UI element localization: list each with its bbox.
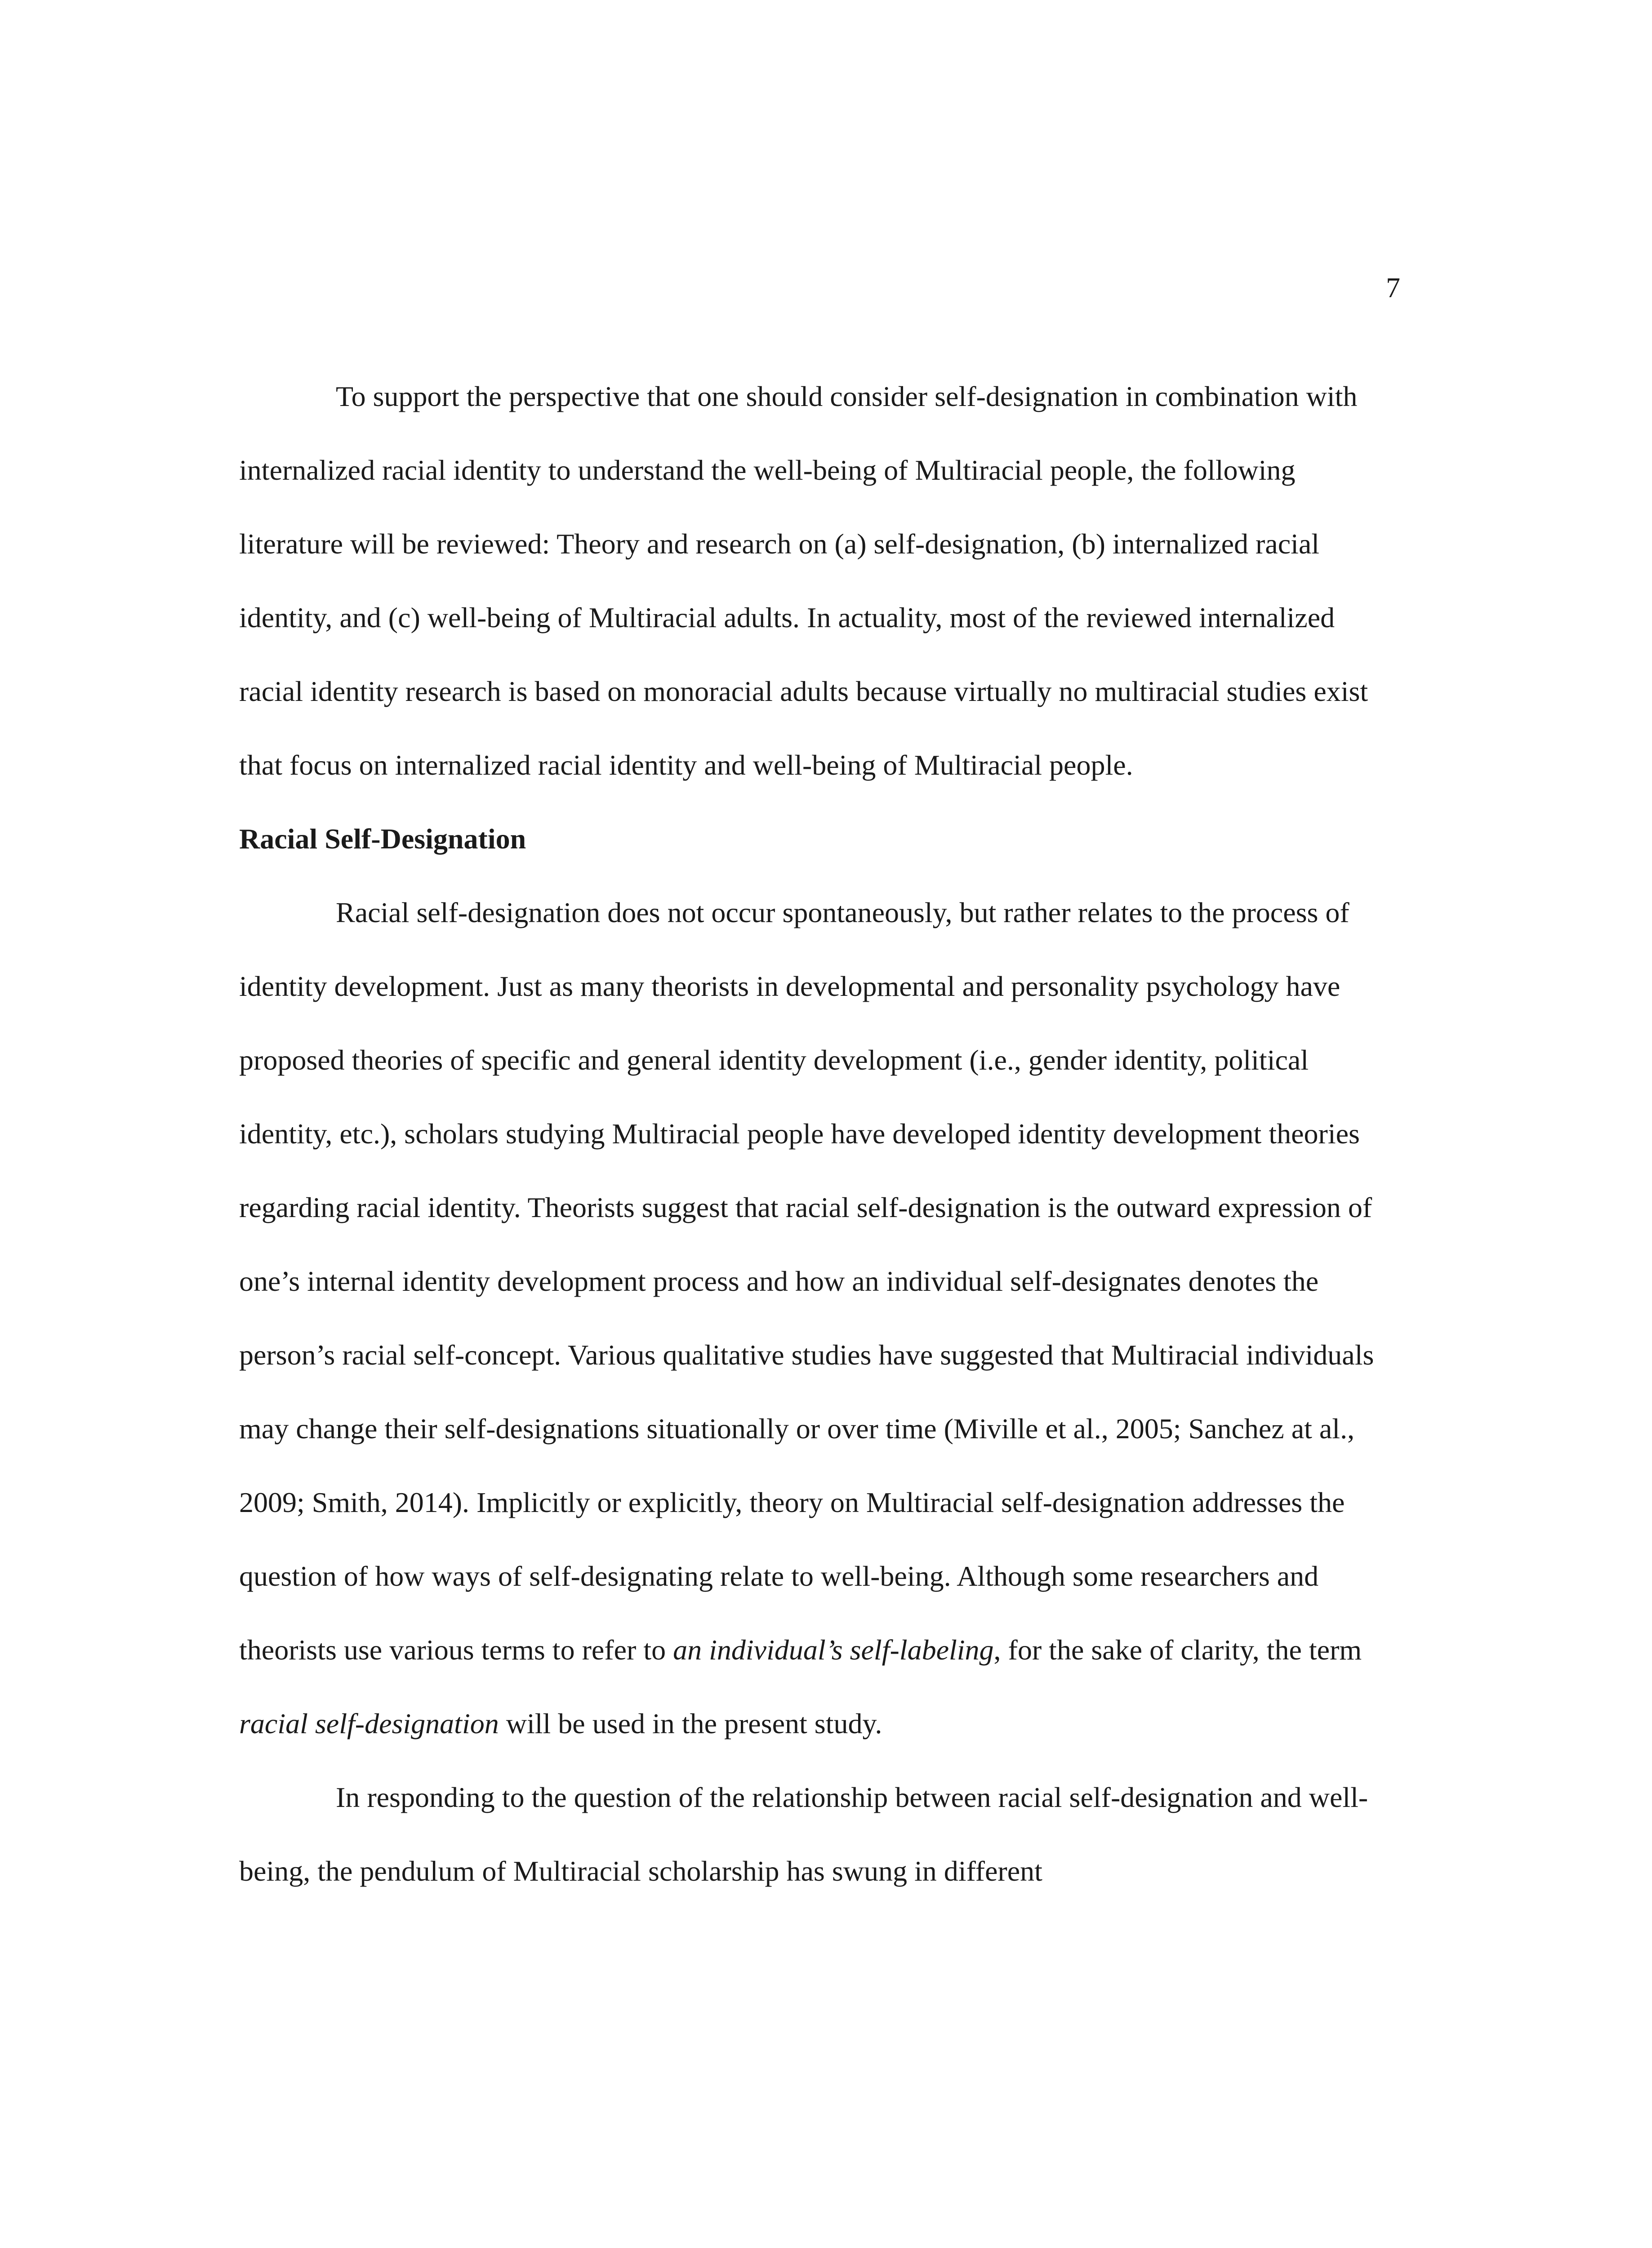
italic-term-racial-self-designation: racial self-designation [239,1708,499,1740]
section-heading: Racial Self-Designation [239,823,526,855]
paragraph-text: , for the sake of clarity, the term [993,1634,1362,1666]
paragraph-intro: To support the perspective that one should consider self-designation in combination with internalized racial identity to understand the well-being of Multiracial people, the following literature will be reviewed: Theory and research on (a) self-designation, (b) internalized racial identity, and (c) well-being of Multiracial adults. In actuality, most of the reviewed internalized racial identity research is based on monoracial adults because virtually no multiracial studies exist that focus on internalized racial identity and well-being of Multiracial people. [239,380,1368,781]
paragraph-text: Racial self-designation does not occur spontaneously, but rather relates to the process of identity development. Just as many theorists in developmental and personality psychology have proposed theories of specific and general identity development (i.e., gender identity, political identity, etc.), scholars studying Multiracial people have developed identity development theories regarding racial identity. Theorists suggest that racial self-designation is the outward expression of one’s internal identity development process and how an individual self-designates denotes the person’s racial self-concept. Various qualitative studies have suggested that Multiracial individuals may change their self-designations situationally or over time (Miville et al., 2005; Sanchez at al., 2009; Smith, 2014). Implicitly or explicitly, theory on Multiracial self-designation addresses the question of how ways of self-designating relate to well-being. Although some researchers and theorists use various terms to refer to [239,897,1374,1666]
paragraph-text: will be used in the present study. [499,1708,882,1740]
page-number: 7 [1386,272,1400,303]
paragraph-pendulum: In responding to the question of the relationship between racial self-designation and well-being, the pendulum of Multiracial scholarship has swung in different [239,1781,1368,1887]
body-text [239,360,1399,1908]
paragraph-self-designation [239,876,1399,1761]
italic-term-self-labeling: an individual’s self-labeling [673,1634,994,1666]
